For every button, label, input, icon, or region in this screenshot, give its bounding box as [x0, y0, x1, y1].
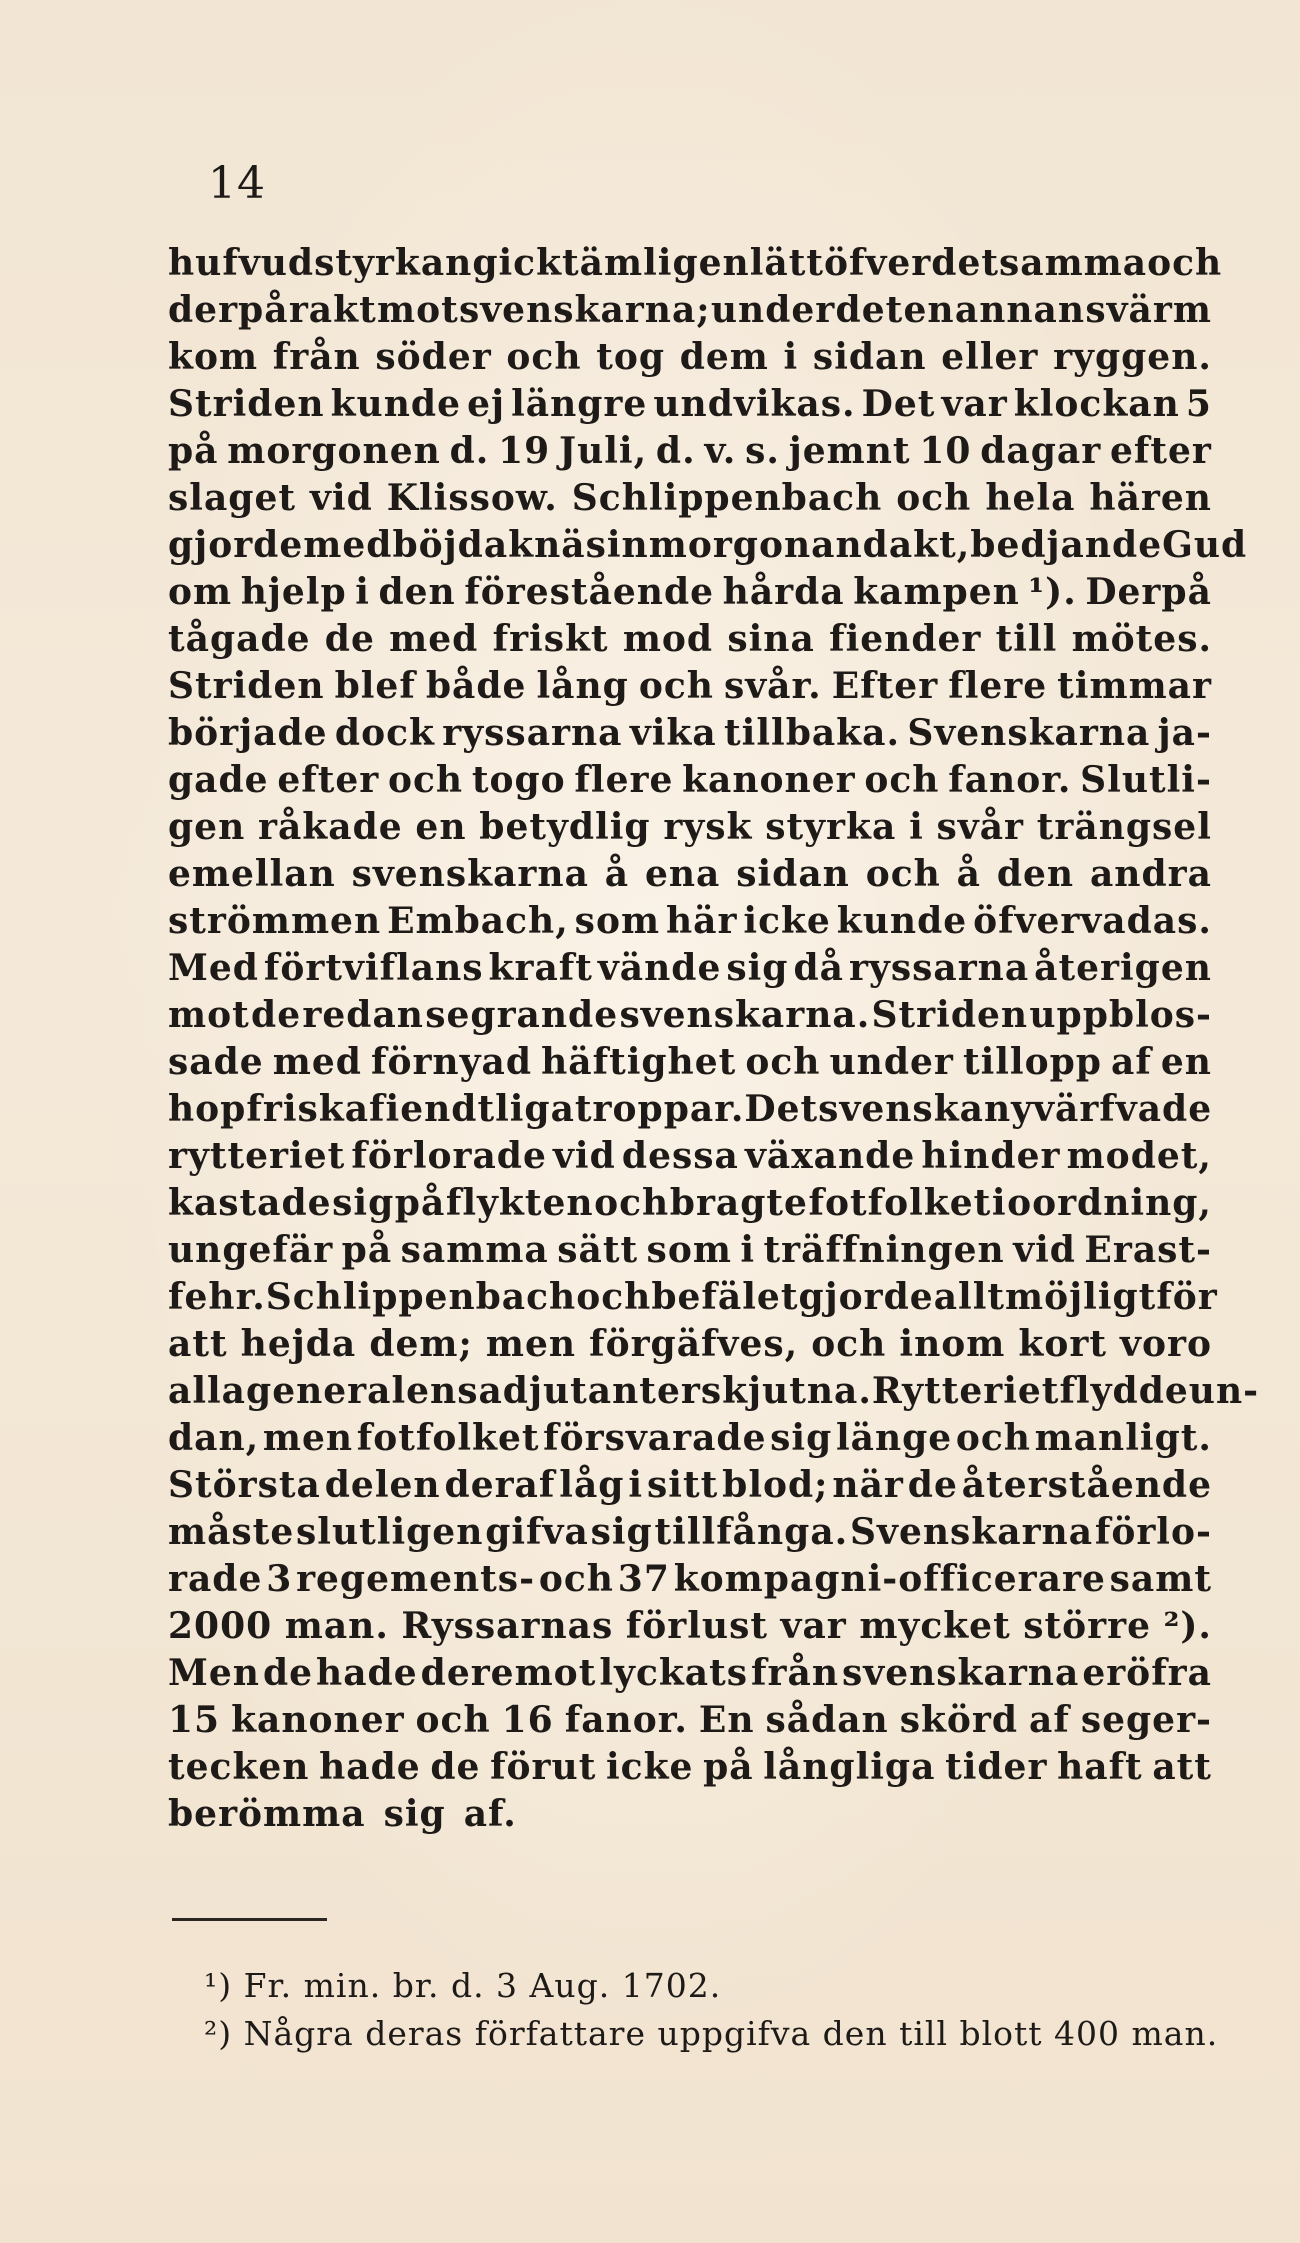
text-line: 2000 man. Ryssarnas förlust var mycket större ²).: [168, 1605, 1212, 1647]
text-line: Men de hade deremot lyckats från svenskarna eröfra: [168, 1652, 1212, 1694]
footnote-divider: [172, 1918, 327, 1921]
footnotes: [204, 1962, 1219, 2058]
text-line: derpå rakt mot svenskarna; under det en annan svärm: [168, 289, 1212, 331]
text-line: strömmen Embach, som här icke kunde öfvervadas.: [168, 900, 1212, 942]
text-line: på morgonen d. 19 Juli, d. v. s. jemnt 10 dagar efter: [168, 430, 1212, 472]
text-line: slaget vid Klissow. Schlippenbach och hela hären: [168, 477, 1212, 519]
text-line: rytteriet förlorade vid dessa växande hinder modet,: [168, 1135, 1212, 1177]
text-line: gade efter och togo flere kanoner och fanor. Slutli-: [168, 759, 1212, 801]
footnote-2: ²) Några deras författare uppgifva den till blott 400 man.: [204, 2014, 1219, 2053]
text-line: gen råkade en betydlig rysk styrka i svår trängsel: [168, 806, 1212, 848]
text-line: måste slutligen gifva sig tillfånga. Svenskarna förlo-: [168, 1511, 1212, 1553]
text-line: Striden kunde ej längre undvikas. Det var klockan 5: [168, 383, 1212, 425]
text-line: dan, men fotfolket försvarade sig länge och manligt.: [168, 1417, 1212, 1459]
page-number: 14: [208, 158, 266, 209]
text-line: emellan svenskarna å ena sidan och å den andra: [168, 853, 1212, 895]
text-line: kastade sig på flykten och bragte fotfolket i oordning,: [168, 1182, 1212, 1224]
text-line: rade 3 regements- och 37 kompagni-officerare samt: [168, 1558, 1212, 1600]
text-line: tecken hade de förut icke på långliga tider haft att: [168, 1746, 1212, 1788]
text-line: att hejda dem; men förgäfves, och inom kort voro: [168, 1323, 1212, 1365]
text-line: 15 kanoner och 16 fanor. En sådan skörd af seger-: [168, 1699, 1212, 1741]
text-line: började dock ryssarna vika tillbaka. Svenskarna ja-: [168, 712, 1212, 754]
text-line: mot de redan segrande svenskarna. Striden uppblos-: [168, 994, 1212, 1036]
text-line: tågade de med friskt mod sina fiender till mötes.: [168, 618, 1212, 660]
text-line: Största delen deraf låg i sitt blod; när de återstående: [168, 1464, 1212, 1506]
text-line: fehr. Schlippenbach och befälet gjorde allt möjligt för: [168, 1276, 1218, 1318]
body-text: [168, 240, 1260, 1838]
text-line: alla generalens adjutanter skjutna. Rytteriet flydde un-: [168, 1370, 1260, 1412]
text-line: om hjelp i den förestående hårda kampen ¹). Derpå: [168, 571, 1212, 613]
text-line: Striden blef både lång och svår. Efter flere timmar: [168, 665, 1212, 707]
text-line: ungefär på samma sätt som i träffningen vid Erast-: [168, 1229, 1212, 1271]
text-line: hop friska fiendtliga troppar. Det svenska nyvärfvade: [168, 1088, 1213, 1130]
text-line: Med förtviflans kraft vände sig då ryssarna återigen: [168, 947, 1212, 989]
text-line: berömma sig af.: [168, 1793, 517, 1835]
footnote-1: ¹) Fr. min. br. d. 3 Aug. 1702.: [204, 1966, 722, 2005]
text-line: kom från söder och tog dem i sidan eller ryggen.: [168, 336, 1212, 378]
text-line: gjorde med böjda knä sin morgonandakt, bedjande Gud: [168, 524, 1248, 566]
text-line: hufvudstyrkan gick tämligen lätt öfver detsamma och: [168, 242, 1223, 284]
text-line: sade med förnyad häftighet och under tillopp af en: [168, 1041, 1212, 1083]
